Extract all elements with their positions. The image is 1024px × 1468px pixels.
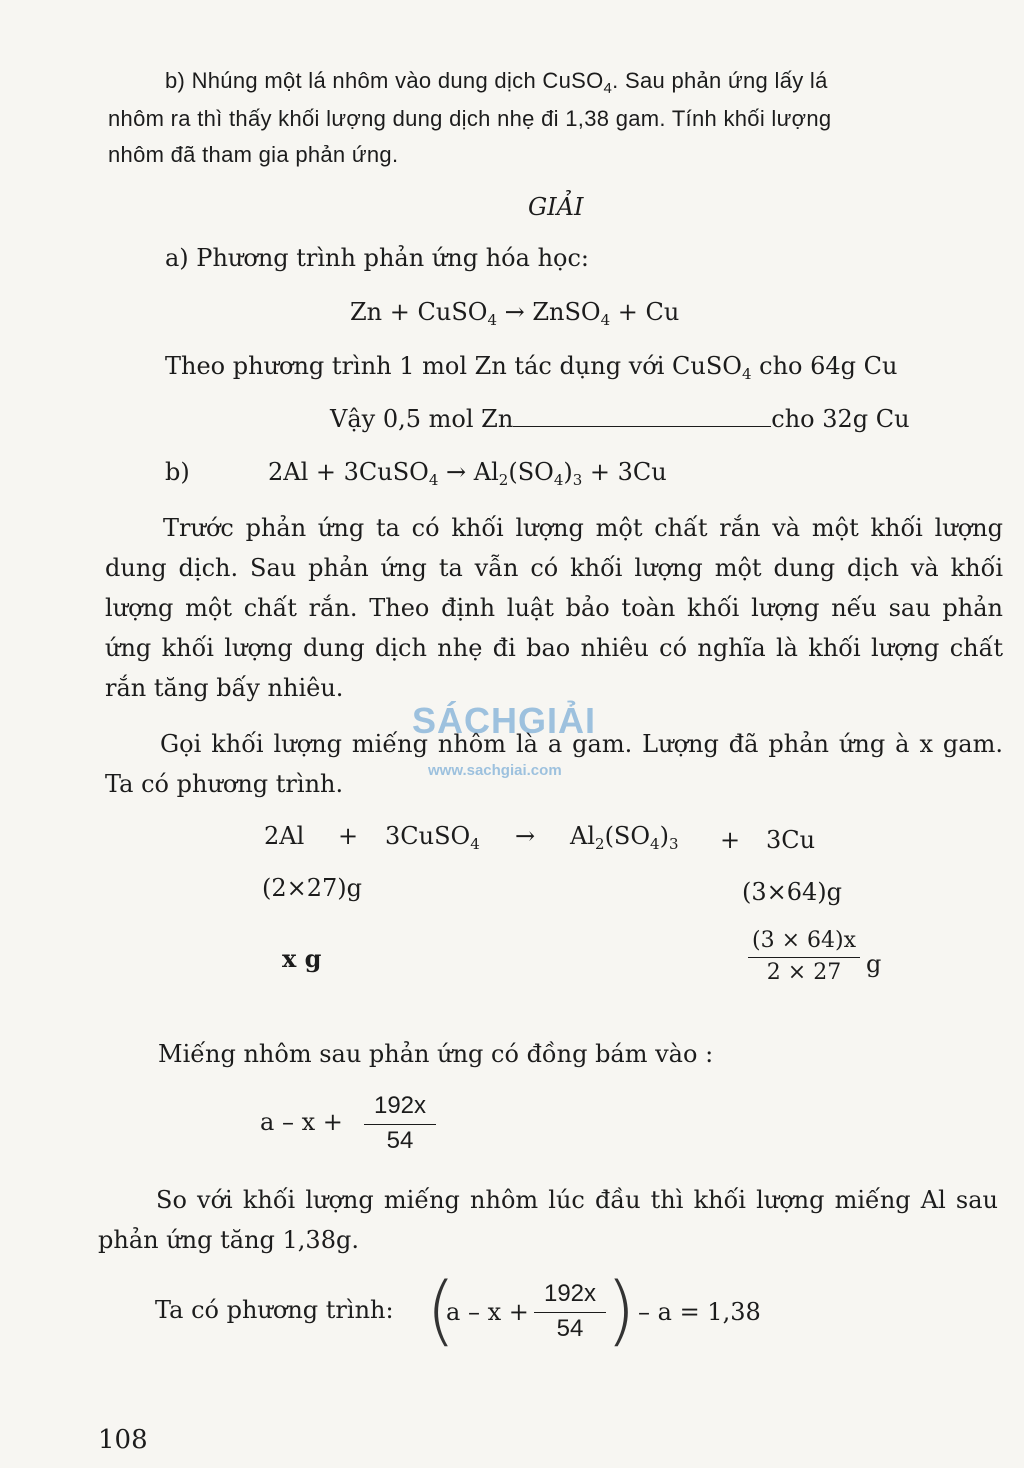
fraction-numerator: 192x [364,1092,436,1125]
close-paren: ) [606,1265,636,1354]
page-number: 108 [98,1425,148,1455]
table-mass-al: (2×27)g [262,874,363,902]
table-x-cu-unit: g [866,950,882,978]
part-b-paragraph-3: Miếng nhôm sau phản ứng có đồng bám vào : [158,1040,714,1068]
part-a-intro: a) Phương trình phản ứng hóa học: [165,244,589,272]
table-al2so43: $Al_2(SO_4)_3$ [570,822,679,853]
problem-b-line1: b) Nhúng một lá nhôm vào dung dịch CuSO$_4$. Sau phản ứng lấy lá [165,68,828,97]
fraction-denominator: 2 × 27 [766,960,842,985]
final-equation-label: Ta có phương trình: [155,1296,394,1324]
fraction-numerator: (3 × 64)x [748,928,860,958]
fraction-denominator: 54 [556,1315,584,1342]
table-x-al: x g [282,944,322,973]
part-a-equation: Zn + CuSO$_4$ → ZnSO$_4$ + Cu [350,298,680,329]
part-a-line2: Vậy 0,5 mol Zn cho 32g Cu [330,405,910,433]
part-b-paragraph-2: Gọi khối lượng miếng nhôm là a gam. Lượng đã phản ứng à x gam. Ta có phương trình. [105,730,1003,798]
fraction-denominator: 54 [386,1127,414,1154]
table-cuso4: 3CuSO$_4$ [385,822,480,853]
table-plus-2: + [720,826,741,854]
problem-b-line2: nhôm ra thì thấy khối lượng dung dịch nhẹ đi 1,38 gam. Tính khối lượng [108,106,832,131]
open-paren: ( [426,1265,456,1354]
blank-line [513,406,771,427]
part-a-line1: Theo phương trình 1 mol Zn tác dụng với CuSO$_4$ cho 64g Cu [165,352,898,383]
part-b-equation: 2Al + 3CuSO$_4$ → $Al_2(SO_4)_3 + 3Cu$ [268,458,667,489]
part-b-paragraph-1: Trước phản ứng ta có khối lượng một chất rắn và một khối lượng dung dịch. Sau phản ứng ta vẫn có khối lượng một dung dịch và khối lượng một chất rắn. Theo định luật bảo toàn khối lượng nếu sau phản ứng khối lượng dung dịch nhẹ đi bao nhiêu có nghĩa là khối lượng chất rắn tăng bấy nhiêu. [105,514,1003,702]
table-cu: 3Cu [766,826,816,854]
expr1-prefix: a – x + [260,1108,343,1136]
problem-b-line3: nhôm đã tham gia phản ứng. [108,142,399,167]
table-mass-cu: (3×64)g [742,878,843,906]
watermark-url: www.sachgiai.com [428,762,562,779]
final-inner-prefix: a – x + [446,1298,529,1326]
table-al: 2Al [264,822,305,850]
watermark-logo: SÁCHGIẢI [412,700,597,741]
table-arrow: → [515,822,536,850]
part-b-paragraph-4: So với khối lượng miếng nhôm lúc đầu thì khối lượng miếng Al sau phản ứng tăng 1,38g. [98,1186,998,1254]
fraction-numerator: 192x [534,1280,606,1313]
table-plus-1: + [338,822,359,850]
part-b-label: b) [165,458,190,486]
final-fraction [534,1280,606,1343]
solution-heading: GIẢI [528,193,584,221]
final-suffix: – a = 1,38 [638,1298,761,1326]
expr1-fraction [364,1092,436,1155]
table-x-cu-fraction [748,928,860,985]
